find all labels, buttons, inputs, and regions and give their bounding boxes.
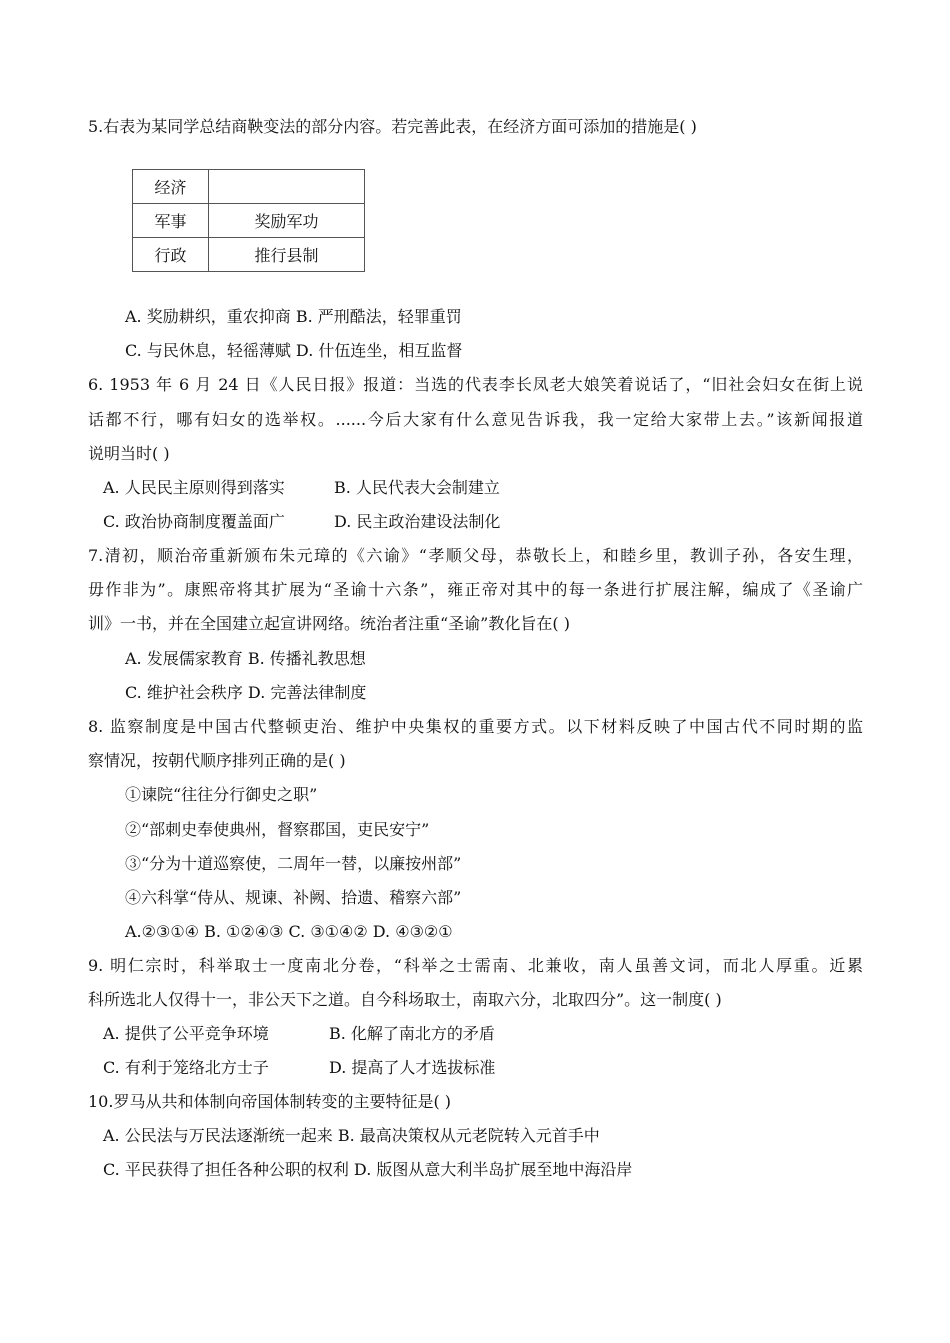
q6-option-a: A. 人民民主原则得到落实 bbox=[103, 478, 285, 497]
table-row bbox=[133, 204, 365, 238]
q6-option-b: B. 人民代表大会制建立 bbox=[334, 478, 500, 497]
q5-stem: 5.右表为某同学总结商鞅变法的部分内容。若完善此表，在经济方面可添加的措施是( ) bbox=[88, 117, 697, 136]
q8-stem-line: 察情况，按朝代顺序排列正确的是( ) bbox=[88, 751, 346, 770]
table-label: 军事 bbox=[133, 204, 209, 238]
q10-options-ab: A. 公民法与万民法逐渐统一起来 B. 最高决策权从元老院转入元首手中 bbox=[103, 1126, 600, 1145]
q8-stem-line: 8. 监察制度是中国古代整顿吏治、维护中央集权的重要方式。以下材料反映了中国古代不同时期的监 bbox=[88, 717, 863, 736]
q6-option-c: C. 政治协商制度覆盖面广 bbox=[103, 512, 285, 531]
q7-stem-line: 训》一书，并在全国建立起宣讲网络。统治者注重“圣谕”教化旨在( ) bbox=[88, 614, 570, 633]
table-row bbox=[133, 170, 365, 204]
q8-material-item: ②“部刺史奉使典州，督察郡国，吏民安宁” bbox=[125, 820, 430, 839]
q8-material-item: ①谏院“往往分行御史之职” bbox=[125, 785, 318, 804]
reform-table bbox=[132, 169, 365, 272]
q6-stem-line: 说明当时( ) bbox=[88, 444, 170, 463]
q8-options: A.②③①④ B. ①②④③ C. ③①④② D. ④③②① bbox=[125, 922, 453, 941]
table-label: 经济 bbox=[133, 170, 209, 204]
q7-options-ab: A. 发展儒家教育 B. 传播礼教思想 bbox=[125, 649, 366, 668]
q7-stem-line: 毋作非为”。康熙帝将其扩展为“圣谕十六条”，雍正帝对其中的每一条进行扩展注解，编成了《圣谕广 bbox=[88, 580, 863, 599]
q7-stem-line: 7.清初，顺治帝重新颁布朱元璋的《六谕》“孝顺父母，恭敬长上，和睦乡里，教训子孙，各安生理， bbox=[88, 546, 863, 565]
q9-option-a: A. 提供了公平竞争环境 bbox=[103, 1024, 269, 1043]
q6-stem-line: 话都不行，哪有妇女的选举权。......今后大家有什么意见告诉我，我一定给大家带上去。”该新闻报道 bbox=[88, 410, 863, 429]
q9-option-d: D. 提高了人才选拔标准 bbox=[329, 1058, 496, 1077]
q10-stem: 10.罗马从共和体制向帝国体制转变的主要特征是( ) bbox=[88, 1092, 452, 1111]
table-value bbox=[209, 170, 365, 204]
q5-options-cd: C. 与民休息，轻徭薄赋 D. 什伍连坐，相互监督 bbox=[125, 341, 463, 360]
q6-stem-line: 6. 1953 年 6 月 24 日《人民日报》报道：当选的代表李长凤老大娘笑着说话了，“旧社会妇女在街上说 bbox=[88, 375, 863, 394]
q8-material-item: ③“分为十道巡察使，二周年一替，以廉按州部” bbox=[125, 854, 462, 873]
q9-option-b: B. 化解了南北方的矛盾 bbox=[329, 1024, 495, 1043]
table-value: 推行县制 bbox=[209, 238, 365, 272]
q7-options-cd: C. 维护社会秩序 D. 完善法律制度 bbox=[125, 683, 367, 702]
table-value: 奖励军功 bbox=[209, 204, 365, 238]
q5-options-ab: A. 奖励耕织，重农抑商 B. 严刑酷法，轻罪重罚 bbox=[125, 307, 462, 326]
q8-material-item: ④六科掌“侍从、规谏、补阙、拾遗、稽察六部” bbox=[125, 888, 462, 907]
q6-option-d: D. 民主政治建设法制化 bbox=[334, 512, 501, 531]
table-label: 行政 bbox=[133, 238, 209, 272]
table-row bbox=[133, 238, 365, 272]
q9-stem-line: 9. 明仁宗时，科举取士一度南北分卷，“科举之士需南、北兼收，南人虽善文词，而北人厚重。近累 bbox=[88, 956, 863, 975]
q9-stem-line: 科所选北人仅得十一，非公天下之道。自今科场取士，南取六分，北取四分”。这一制度( ) bbox=[88, 990, 722, 1009]
q9-option-c: C. 有利于笼络北方士子 bbox=[103, 1058, 269, 1077]
q10-options-cd: C. 平民获得了担任各种公职的权利 D. 版图从意大利半岛扩展至地中海沿岸 bbox=[103, 1160, 633, 1179]
